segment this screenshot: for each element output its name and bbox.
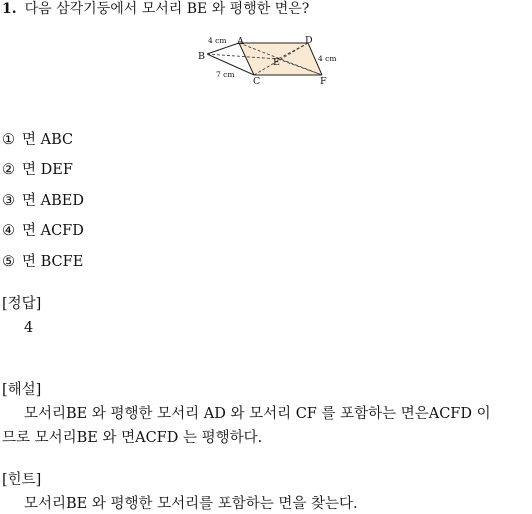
choice-marker: ③	[2, 193, 15, 209]
question-text: 다음 삼각기둥에서 모서리 BE 와 평행한 면은?	[24, 1, 310, 17]
choice-4[interactable]	[2, 221, 84, 241]
length-label-df: 4 cm	[318, 54, 337, 63]
vertex-label-d: D	[305, 35, 313, 46]
explanation-line-2: 므로 모서리BE 와 면ACFD 는 평행하다.	[2, 430, 263, 446]
choice-text: 면 DEF	[22, 162, 73, 178]
question-number: 1.	[2, 1, 17, 17]
choice-1[interactable]	[2, 130, 73, 150]
vertex-label-a: A	[237, 36, 244, 47]
hint-label: [힌트]	[2, 472, 42, 488]
choice-2[interactable]	[2, 160, 73, 180]
length-label-ab: 4 cm	[208, 36, 227, 45]
choice-5[interactable]	[2, 252, 83, 272]
length-label-bc: 7 cm	[216, 70, 235, 79]
choice-marker: ②	[2, 162, 15, 178]
vertex-label-c: C	[253, 76, 261, 87]
choice-text: 면 BCFE	[22, 254, 84, 270]
explanation-line-1: 모서리BE 와 평행한 모서리 AD 와 모서리 CF 를 포함하는 면은ACFD 이	[24, 406, 491, 422]
choice-3[interactable]	[2, 191, 84, 211]
vertex-label-e: E	[273, 57, 280, 68]
vertex-label-f: F	[320, 76, 327, 87]
answer-value: 4	[24, 320, 34, 336]
choice-text: 면 ABC	[22, 132, 74, 148]
question-line	[2, 0, 309, 18]
choice-text: 면 ACFD	[22, 223, 84, 239]
choice-text: 면 ABED	[22, 193, 84, 209]
vertex-label-b: B	[198, 51, 205, 62]
explanation-label: [해설]	[2, 382, 42, 398]
triangular-prism-figure	[196, 33, 346, 87]
answer-label: [정답]	[2, 296, 42, 312]
choice-marker: ④	[2, 223, 15, 239]
choice-marker: ①	[2, 132, 15, 148]
hint-text: 모서리BE 와 평행한 모서리를 포함하는 면을 찾는다.	[24, 496, 358, 512]
choice-marker: ⑤	[2, 254, 15, 270]
